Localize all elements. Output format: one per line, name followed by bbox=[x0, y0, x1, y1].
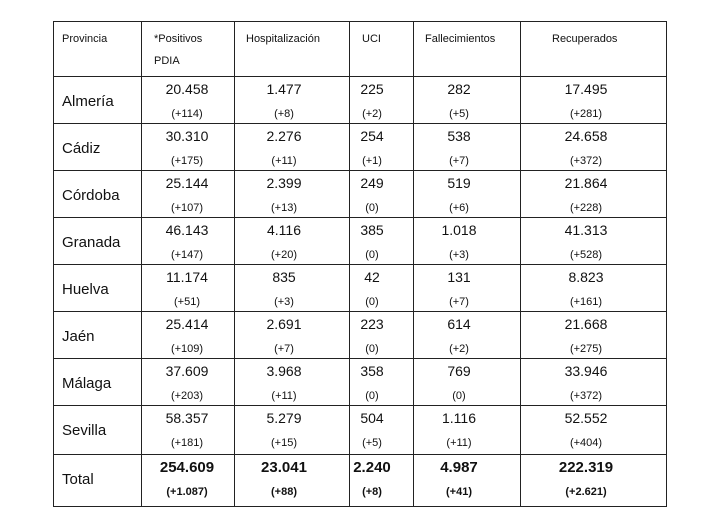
row-8-value-2: 5.279 bbox=[266, 410, 302, 426]
row-1-delta-5: (+281) bbox=[569, 108, 603, 120]
row-divider bbox=[54, 170, 666, 171]
total-delta-3: (+8) bbox=[362, 486, 382, 498]
row-7-value-4: 769 bbox=[447, 363, 471, 379]
row-6-value-3: 223 bbox=[360, 316, 384, 332]
row-4-value-5: 41.313 bbox=[564, 222, 608, 238]
row-2-delta-1: (+175) bbox=[170, 155, 204, 167]
row-5-value-4: 131 bbox=[447, 269, 471, 285]
row-4-delta-3: (0) bbox=[365, 249, 379, 261]
row-divider bbox=[54, 264, 666, 265]
row-8-delta-2: (+15) bbox=[271, 437, 297, 449]
row-2-delta-3: (+1) bbox=[362, 155, 382, 167]
row-2-delta-2: (+11) bbox=[271, 155, 297, 167]
row-1-delta-3: (+2) bbox=[362, 108, 382, 120]
row-3-delta-3: (0) bbox=[365, 202, 379, 214]
row-1-delta-2: (+8) bbox=[274, 108, 294, 120]
row-2-provincia: Cádiz bbox=[62, 140, 101, 157]
row-4-value-3: 385 bbox=[360, 222, 384, 238]
total-value-3: 2.240 bbox=[353, 459, 391, 476]
row-7-delta-3: (0) bbox=[365, 390, 379, 402]
header-provincia: Provincia bbox=[62, 33, 108, 45]
row-3-delta-2: (+13) bbox=[271, 202, 297, 214]
row-7-value-3: 358 bbox=[360, 363, 384, 379]
row-6-delta-2: (+7) bbox=[274, 343, 294, 355]
total-value-5: 222.319 bbox=[558, 459, 614, 476]
row-6-value-1: 25.414 bbox=[165, 316, 209, 332]
row-6-value-5: 21.668 bbox=[564, 316, 608, 332]
row-4-delta-4: (+3) bbox=[449, 249, 469, 261]
row-7-delta-4: (0) bbox=[452, 390, 466, 402]
row-7-provincia: Málaga bbox=[62, 375, 112, 392]
header-recuperados: Recuperados bbox=[552, 33, 618, 45]
header-fallecimientos: Fallecimientos bbox=[425, 33, 496, 45]
row-2-value-5: 24.658 bbox=[564, 128, 608, 144]
row-4-provincia: Granada bbox=[62, 234, 121, 251]
row-1-provincia: Almería bbox=[62, 93, 114, 110]
covid-data-table bbox=[53, 21, 667, 507]
row-4-delta-1: (+147) bbox=[170, 249, 204, 261]
row-divider bbox=[54, 123, 666, 124]
total-value-4: 4.987 bbox=[440, 459, 478, 476]
row-6-delta-5: (+275) bbox=[569, 343, 603, 355]
row-8-delta-4: (+11) bbox=[446, 437, 472, 449]
row-3-value-3: 249 bbox=[360, 175, 384, 191]
row-4-delta-5: (+528) bbox=[569, 249, 603, 261]
row-1-value-2: 1.477 bbox=[266, 81, 302, 97]
header-positivos: *Positivos PDIA bbox=[154, 33, 203, 67]
row-divider bbox=[54, 405, 666, 406]
row-7-value-1: 37.609 bbox=[165, 363, 209, 379]
total-delta-5: (+2.621) bbox=[565, 486, 607, 498]
row-5-value-3: 42 bbox=[364, 269, 380, 285]
row-7-delta-5: (+372) bbox=[569, 390, 603, 402]
row-3-delta-4: (+6) bbox=[449, 202, 469, 214]
row-8-value-5: 52.552 bbox=[564, 410, 608, 426]
row-8-delta-5: (+404) bbox=[569, 437, 603, 449]
row-5-delta-3: (0) bbox=[365, 296, 379, 308]
row-4-value-1: 46.143 bbox=[165, 222, 209, 238]
row-5-provincia: Huelva bbox=[62, 281, 109, 298]
row-8-value-3: 504 bbox=[360, 410, 384, 426]
row-5-delta-4: (+7) bbox=[449, 296, 469, 308]
row-4-value-4: 1.018 bbox=[441, 222, 477, 238]
row-5-value-1: 11.174 bbox=[166, 269, 208, 285]
row-6-delta-3: (0) bbox=[365, 343, 379, 355]
row-2-value-4: 538 bbox=[447, 128, 471, 144]
row-5-delta-2: (+3) bbox=[274, 296, 294, 308]
row-divider bbox=[54, 76, 666, 77]
row-5-delta-1: (+51) bbox=[174, 296, 200, 308]
row-1-delta-1: (+114) bbox=[171, 108, 203, 120]
row-divider bbox=[54, 217, 666, 218]
row-4-value-2: 4.116 bbox=[267, 222, 301, 238]
row-3-value-1: 25.144 bbox=[165, 175, 209, 191]
total-delta-1: (+1.087) bbox=[166, 486, 208, 498]
row-8-delta-1: (+181) bbox=[170, 437, 204, 449]
row-1-delta-4: (+5) bbox=[449, 108, 469, 120]
row-divider bbox=[54, 358, 666, 359]
row-6-delta-1: (+109) bbox=[170, 343, 204, 355]
row-3-value-4: 519 bbox=[447, 175, 471, 191]
header-hospitalizacion: Hospitalización bbox=[246, 33, 320, 45]
row-3-delta-5: (+228) bbox=[569, 202, 603, 214]
row-1-value-4: 282 bbox=[447, 81, 471, 97]
row-8-value-1: 58.357 bbox=[165, 410, 209, 426]
row-5-value-5: 8.823 bbox=[568, 269, 604, 285]
row-8-provincia: Sevilla bbox=[62, 422, 107, 439]
row-1-value-3: 225 bbox=[360, 81, 384, 97]
row-2-value-1: 30.310 bbox=[165, 128, 209, 144]
total-delta-4: (+41) bbox=[446, 486, 472, 498]
row-2-delta-5: (+372) bbox=[569, 155, 603, 167]
row-4-delta-2: (+20) bbox=[271, 249, 297, 261]
row-2-delta-4: (+7) bbox=[449, 155, 469, 167]
row-6-provincia: Jaén bbox=[62, 328, 95, 345]
header-uci: UCI bbox=[362, 33, 381, 45]
row-8-value-4: 1.116 bbox=[442, 410, 476, 426]
total-value-2: 23.041 bbox=[261, 459, 307, 476]
row-1-value-5: 17.495 bbox=[564, 81, 608, 97]
total-value-1: 254.609 bbox=[159, 459, 215, 476]
row-1-value-1: 20.458 bbox=[165, 81, 209, 97]
row-7-value-5: 33.946 bbox=[564, 363, 608, 379]
row-6-value-4: 614 bbox=[447, 316, 471, 332]
row-3-value-5: 21.864 bbox=[564, 175, 608, 191]
row-3-value-2: 2.399 bbox=[266, 175, 302, 191]
row-6-value-2: 2.691 bbox=[266, 316, 302, 332]
row-3-delta-1: (+107) bbox=[170, 202, 204, 214]
total-delta-2: (+88) bbox=[271, 486, 297, 498]
row-5-value-2: 835 bbox=[272, 269, 296, 285]
row-2-value-3: 254 bbox=[360, 128, 384, 144]
row-7-value-2: 3.968 bbox=[266, 363, 302, 379]
row-7-delta-1: (+203) bbox=[170, 390, 204, 402]
row-7-delta-2: (+11) bbox=[271, 390, 297, 402]
row-8-delta-3: (+5) bbox=[362, 437, 382, 449]
row-2-value-2: 2.276 bbox=[266, 128, 302, 144]
row-6-delta-4: (+2) bbox=[449, 343, 469, 355]
total-provincia: Total bbox=[62, 471, 94, 488]
row-5-delta-5: (+161) bbox=[569, 296, 603, 308]
row-divider bbox=[54, 454, 666, 455]
row-divider bbox=[54, 311, 666, 312]
row-3-provincia: Córdoba bbox=[62, 187, 120, 204]
